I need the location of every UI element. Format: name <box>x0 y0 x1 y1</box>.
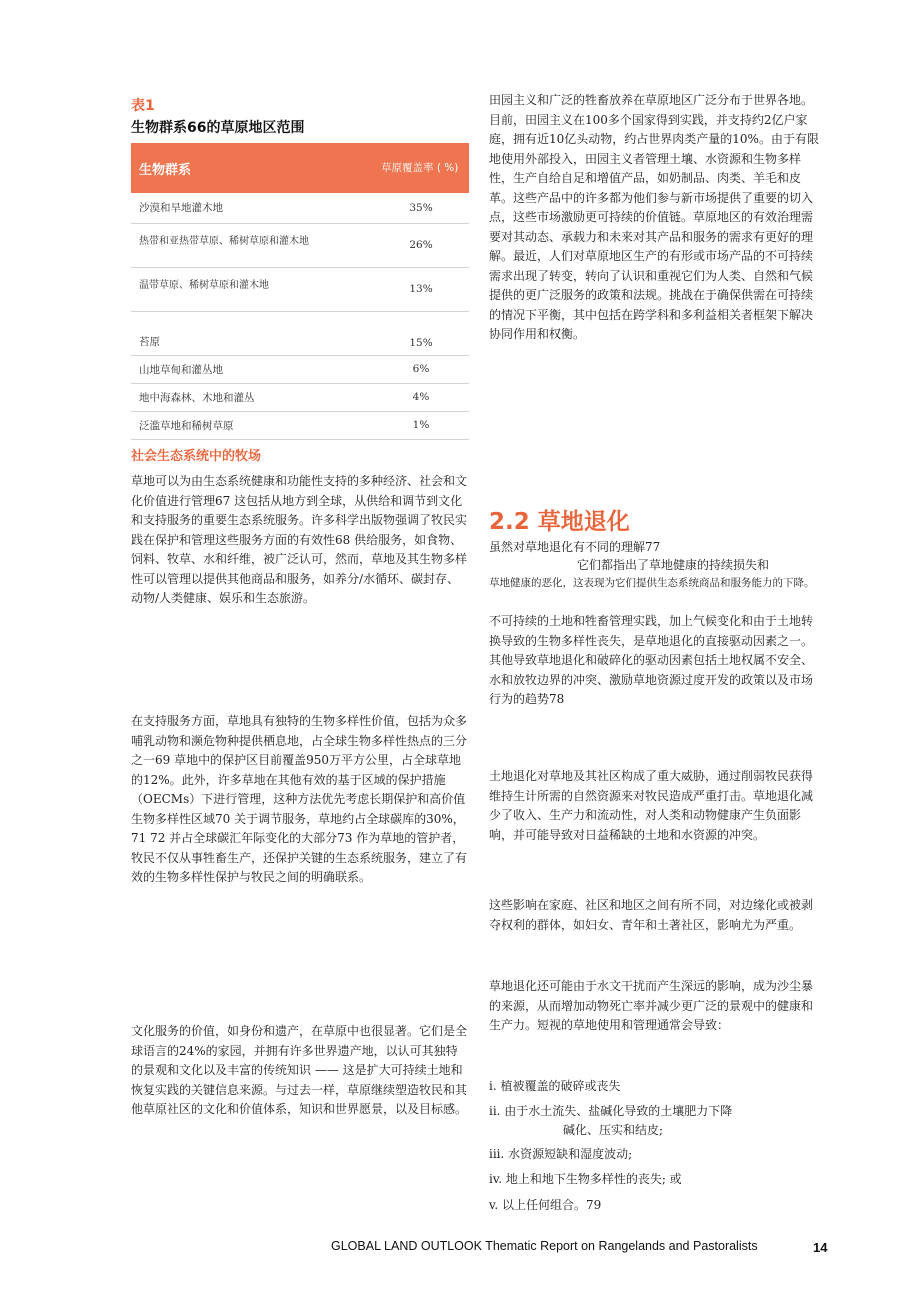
table-cell-value: 15% <box>373 311 469 355</box>
list-item: ii. 由于水土流失、盐碱化导致的土壤肥力下降 <box>489 1104 733 1118</box>
table-cell-value: 4% <box>373 383 469 411</box>
definition-small: 草地健康的恶化，这表现为它们提供生态系统商品和服务能力的下降。 <box>489 577 815 589</box>
table-cell-biome: 苔原 <box>131 311 373 355</box>
paragraph-values: 草地可以为由生态系统健康和功能性支持的多种经济、社会和文化价值进行管理67 这包括从地方到全球，从供给和调节到文化和支持服务的重要生态系统服务。许多科学出版物强调了牧民实践在保护和管理这些服务方面的有效性68 供给服务，如食物、饲料、牧草、水和纤维，被广泛认可，然而，草地及其生物多样性可以管理以提供其他商品和服务，如养分/水循环、碳封存、动物/人类健康、娱乐和生态旅游。 <box>131 474 468 605</box>
list-item: iii. 水资源短缺和湿度波动; <box>489 1147 633 1161</box>
list-item: i. 植被覆盖的破碎或丧失 <box>489 1079 621 1093</box>
paragraph-drivers: 不可持续的土地和牲畜管理实践，加上气候变化和由于土地转换导致的生物多样性丧失，是草地退化的直接驱动因素之一。其他导致草地退化和破碎化的驱动因素包括土地权属不安全、水和放牧边界的冲突、激励草地资源过度开发的政策以及市场行为的趋势78 <box>489 614 814 706</box>
definition-line-1: 虽然对草地退化有不同的理解77 <box>489 540 661 554</box>
table-row <box>131 223 469 267</box>
table-cell-value: 26% <box>373 223 469 267</box>
footer-title: GLOBAL LAND OUTLOOK Thematic Report on Rangelands and Pastoralists <box>331 1239 758 1253</box>
paragraph-dust: 草地退化还可能由于水文干扰而产生深远的影响，成为沙尘暴的来源，从而增加动物死亡率并减少更广泛的景观中的健康和生产力。短视的草地使用和管理通常会导致： <box>489 979 814 1032</box>
table-label: 表1 <box>131 98 155 114</box>
section-heading-grassland-degradation: 2.2 草地退化 <box>489 509 630 535</box>
table-cell-biome: 泛滥草地和稀树草原 <box>131 411 373 439</box>
definition-line-2: 它们都指出了草地健康的持续损失和 <box>577 558 770 572</box>
biome-table <box>131 143 469 440</box>
list-item-continuation: 碱化、压实和结皮; <box>563 1123 664 1137</box>
table-row <box>131 311 469 355</box>
table-cell-biome: 地中海森林、木地和灌丛 <box>131 383 373 411</box>
table-row <box>131 267 469 311</box>
table-cell-value: 6% <box>373 355 469 383</box>
table-row <box>131 355 469 383</box>
paragraph-pastoralism: 田园主义和广泛的牲畜放养在草原地区广泛分布于世界各地。目前，田园主义在100多个国家得到实践，并支持约2亿户家庭，拥有近10亿头动物，约占世界肉类产量的10%。由于有限地使用外部投入，田园主义者管理土壤、水资源和生物多样性，生产自给自足和增值产品，如奶制品、肉类、羊毛和皮革。这些产品中的许多都为他们参与新市场提供了重要的切入点，这些市场激励更可持续的价值链。草原地区的有效治理需要对其动态、承载力和未来对其产品和服务的需求有更好的理解。最近，人们对草原地区生产的有形或市场产品的不可持续需求出现了转变，转向了认识和重视它们为人类、自然和气候提供的更广泛服务的政策和法规。挑战在于确保供需在可持续的情况下平衡，其中包括在跨学科和多利益相关者框架下解决协同作用和权衡。 <box>489 93 819 341</box>
list-item: iv. 地上和地下生物多样性的丧失; 或 <box>489 1172 682 1186</box>
table-cell-biome: 热带和亚热带草原、稀树草原和灌木地 <box>131 223 373 267</box>
paragraph-impact: 这些影响在家庭、社区和地区之间有所不同，对边缘化或被剥夺权利的群体，如妇女、青年和土著社区，影响尤为严重。 <box>489 898 814 932</box>
paragraph-supporting-services: 在支持服务方面，草地具有独特的生物多样性价值，包括为众多哺乳动物和濒危物种提供栖息地，占全球生物多样性热点的三分之一69 草地中的保护区目前覆盖950万平方公里，占全球草地的12%。此外，许多草地在其他有效的基于区域的保护措施（OECMs）下进行管理，这种方法优先考虑长期保护和高价值生物多样性区域70 关于调节服务，草地约占全球碳库的30%，71 72 并占全球碳汇年际变化的大部分73 作为草地的管护者，牧民不仅从事牲畜生产，还保护关键的生态系统服务，建立了有效的生物多样性保护与牧民之间的明确联系。 <box>131 714 468 884</box>
table-row <box>131 411 469 439</box>
page-number: 14 <box>813 1240 828 1255</box>
table-cell-value: 1% <box>373 411 469 439</box>
table-title: 生物群系66的草原地区范围 <box>131 120 305 136</box>
table-header-row <box>131 143 469 193</box>
paragraph-threat: 土地退化对草地及其社区构成了重大威胁，通过削弱牧民获得维持生计所需的自然资源来对牧民造成严重打击。草地退化减少了收入、生产力和流动性，对人类和动物健康产生负面影响，并可能导致对日益稀缺的土地和水资源的冲突。 <box>489 769 814 842</box>
table-header-coverage: 草原覆盖率 ( %) <box>373 143 469 193</box>
table-row <box>131 383 469 411</box>
list-item: v. 以上任何组合。79 <box>489 1198 602 1212</box>
table-cell-value: 35% <box>373 193 469 223</box>
section-heading-social-ecological: 社会生态系统中的牧场 <box>131 449 262 464</box>
table-cell-value: 13% <box>373 267 469 311</box>
paragraph-cultural-services: 文化服务的价值，如身份和遗产，在草原中也很显著。它们是全球语言的24%的家园，并拥有许多世界遗产地，以认可其独特的景观和文化以及丰富的传统知识 —— 这是扩大可持续土地和恢复实践的关键信息来源。与过去一样，草原继续塑造牧民和其他草原社区的文化和价值体系，知识和世界愿景，以及目标感。 <box>131 1024 468 1116</box>
table-cell-biome: 温带草原、稀树草原和灌木地 <box>131 267 373 311</box>
table-header-biome: 生物群系 <box>131 143 373 193</box>
table-row <box>131 193 469 223</box>
table-cell-biome: 沙漠和旱地灌木地 <box>131 193 373 223</box>
table-cell-biome: 山地草甸和灌丛地 <box>131 355 373 383</box>
